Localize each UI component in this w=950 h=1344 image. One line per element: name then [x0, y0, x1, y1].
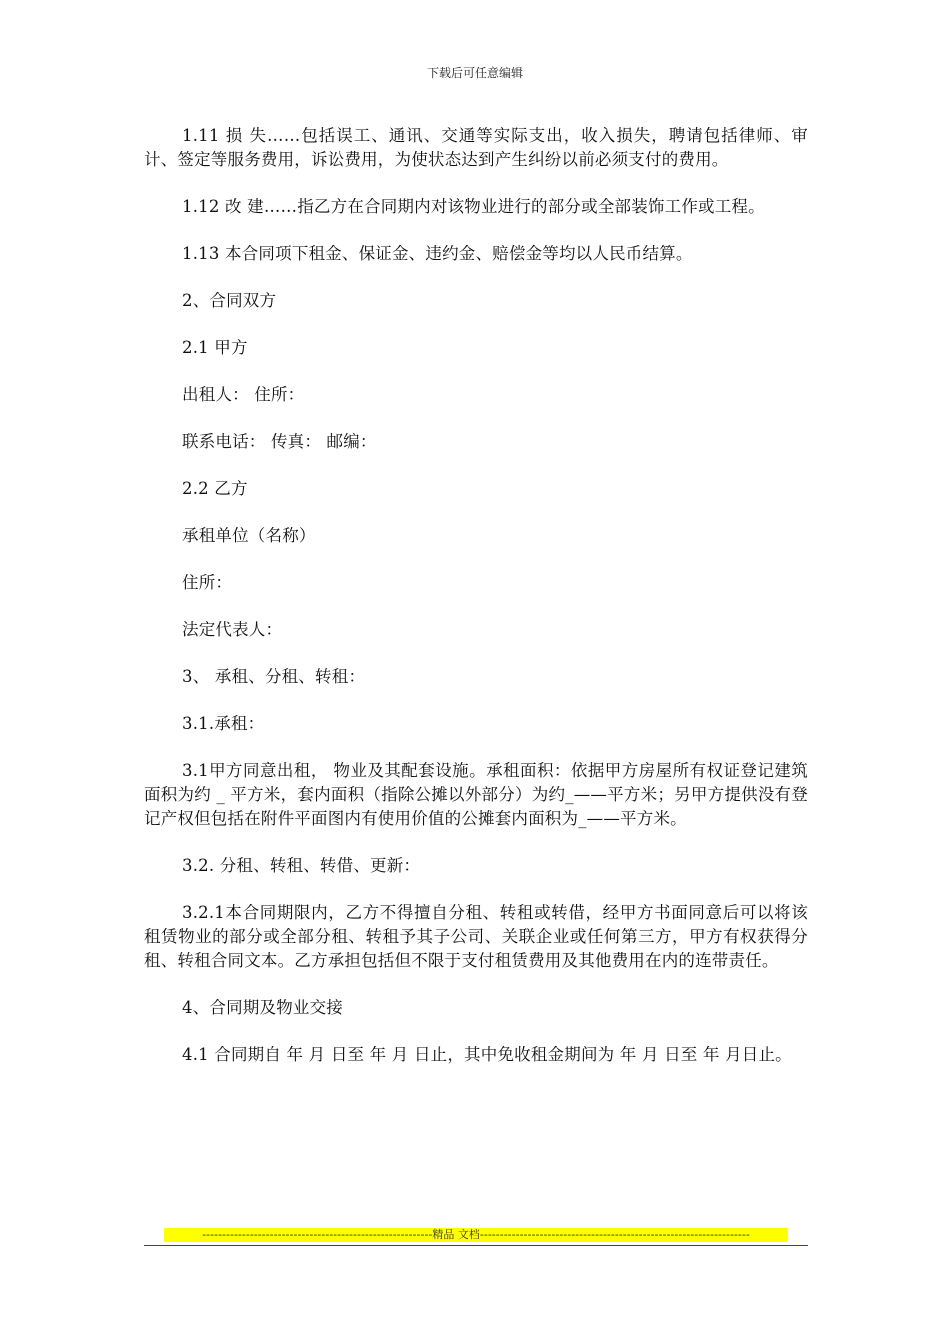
document-body	[144, 124, 808, 1090]
page-header: 下载后可任意编辑	[426, 66, 523, 80]
paragraph-1-11: 1.11 损 失……包括误工、通讯、交通等实际支出，收入损失，聘请包括律师、审计、签定等服务费用，诉讼费用，为使状态达到产生纠纷以前必须支付的费用。	[144, 126, 808, 169]
paragraph-3-2-1: 3.2.1本合同期限内，乙方不得擅自分租、转租或转借，经甲方书面同意后可以将该租赁物业的部分或全部分租、转租予其子公司、关联企业或任何第三方，甲方有权获得分租、转租合同文本。乙方承担包括但不限于支付租赁费用及其他费用在内的连带责任。	[144, 903, 808, 970]
subheading-3-1: 3.1.承租：	[182, 714, 265, 733]
subheading-2-2: 2.2 乙方	[182, 479, 248, 498]
subheading-2-1: 2.1 甲方	[182, 338, 248, 357]
lessor-contact-line: 联系电话： 传真： 邮编：	[182, 432, 377, 451]
section-heading-2: 2、合同双方	[182, 291, 277, 310]
paragraph-1-12: 1.12 改 建……指乙方在合同期内对该物业进行的部分或全部装饰工作或工程。	[182, 197, 765, 216]
section-heading-3: 3、 承租、分租、转租：	[182, 667, 366, 686]
lessee-address-line: 住所：	[182, 573, 233, 592]
paragraph-3-1: 3.1甲方同意出租， 物业及其配套设施。承租面积：依据甲方房屋所有权证登记建筑面积为约 _ 平方米，套内面积（指除公摊以外部分）为约_——平方米；另甲方提供没有登记产权但包括在附件平面图内有使用价值的公摊套内面积为_——平方米。	[144, 761, 808, 828]
subheading-3-2: 3.2. 分租、转租、转借、更新：	[182, 856, 421, 875]
section-heading-4: 4、合同期及物业交接	[182, 998, 343, 1017]
paragraph-4-1: 4.1 合同期自 年 月 日至 年 月 日止，其中免收租金期间为 年 月 日至 年 月日止。	[182, 1045, 792, 1064]
lessor-address-line: 出租人： 住所：	[182, 385, 305, 404]
lessee-name-line: 承租单位（名称）	[182, 526, 316, 545]
legal-representative-line: 法定代表人：	[182, 620, 283, 639]
footer-banner: ----------------------------------------------------------精品 文档--------------------------------------------------------------------	[164, 1228, 788, 1242]
footer-divider	[144, 1245, 808, 1246]
page-footer	[144, 1228, 808, 1246]
paragraph-1-13: 1.13 本合同项下租金、保证金、违约金、赔偿金等均以人民币结算。	[182, 244, 693, 263]
